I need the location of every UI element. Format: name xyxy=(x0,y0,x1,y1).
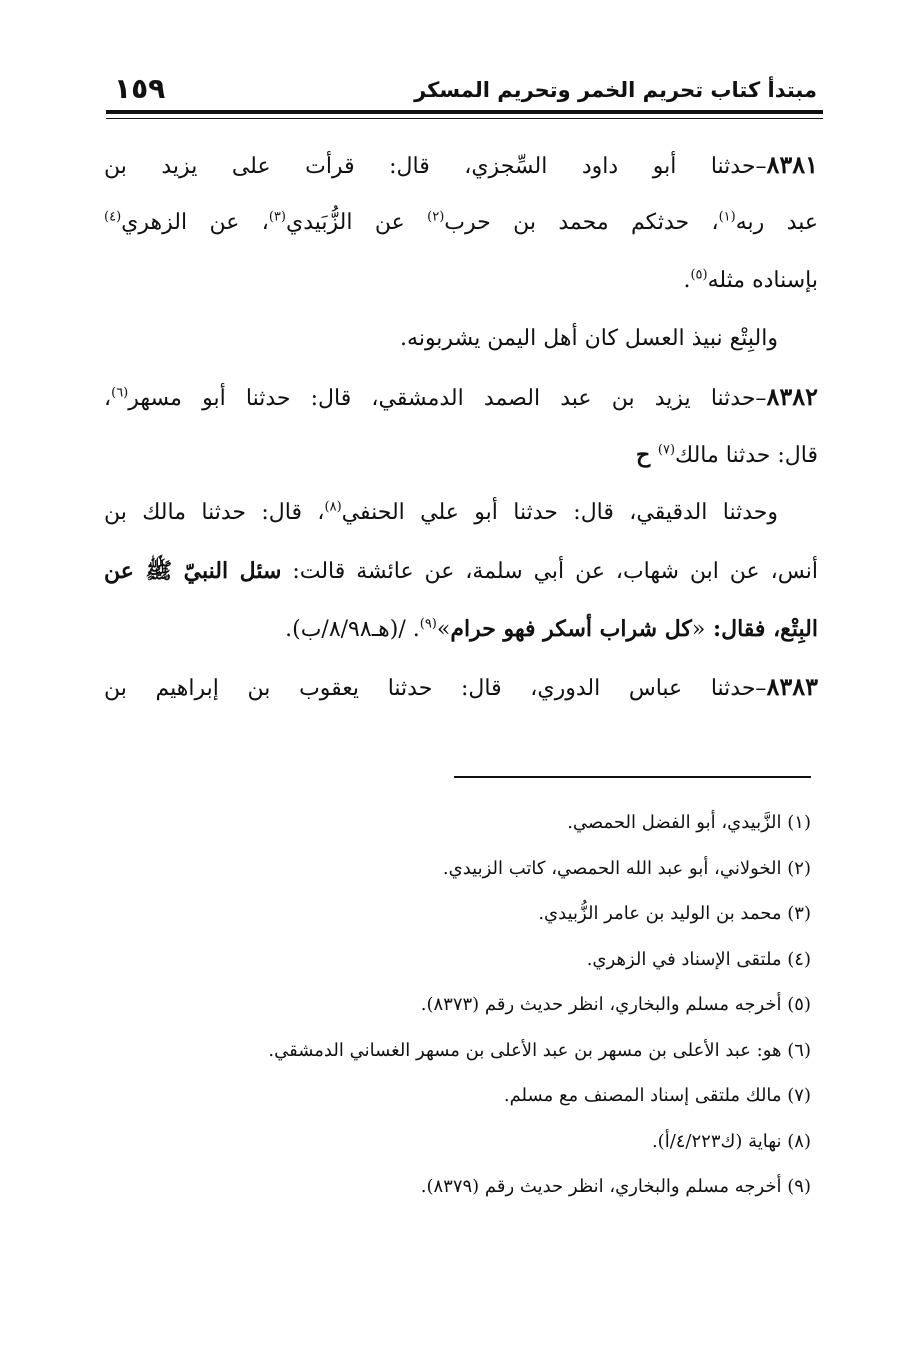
running-title: مبتدأ كتاب تحريم الخمر وتحريم المسكر xyxy=(414,78,817,102)
page-header xyxy=(106,70,823,110)
text-run: كل شراب أسكر فهو حرام xyxy=(450,616,692,642)
footnote: (٦) هو: عبد الأعلى بن مسهر بن عبد الأعلى بن مسهر الغساني الدمشقي. xyxy=(268,1039,811,1061)
text-run: . xyxy=(683,268,691,293)
text-run: « xyxy=(691,617,706,642)
footnote-ref: (٥) xyxy=(690,267,708,283)
text-run: قال: حدثنا مالك xyxy=(675,443,818,468)
footnote-ref: (٩) xyxy=(419,616,437,632)
page-number: ١٥٩ xyxy=(114,72,166,105)
text-run: ، عن الزهري xyxy=(121,210,269,235)
footnote-separator xyxy=(454,776,811,778)
body-text xyxy=(104,136,818,716)
text-run: بإسناده مثله xyxy=(707,268,818,293)
body-line xyxy=(104,600,818,658)
text-run: أنس، عن ابن شهاب، عن أبي سلمة، عن عائشة قالت: xyxy=(281,559,818,584)
hadith-number: ٨٣٨٢ xyxy=(766,382,818,411)
body-line xyxy=(104,136,818,194)
footnote: (٥) أخرجه مسلم والبخاري، انظر حديث رقم (٨٣٧٣). xyxy=(420,994,811,1015)
text-run: عبد ربه xyxy=(735,210,818,235)
body-line xyxy=(104,252,818,310)
footnote: (١) الزَّبيدي، أبو الفضل الحمصي. xyxy=(567,812,811,833)
text-run: ، حدثكم محمد بن حرب xyxy=(444,210,719,235)
text-run: عن الزُّبَيدي xyxy=(285,210,428,235)
footnote-ref: (١) xyxy=(718,209,736,225)
text-run: البِتْع، فقال: xyxy=(705,616,818,642)
body-line xyxy=(104,542,818,600)
body-line xyxy=(104,310,818,368)
footnote: (٩) أخرجه مسلم والبخاري، انظر حديث رقم (٨٣٧٩). xyxy=(420,1176,811,1197)
text-run: وحدثنا الدقيقي، قال: حدثنا أبو علي الحنفي xyxy=(341,500,778,525)
footnote-ref: (٨) xyxy=(324,499,342,515)
text-run: » xyxy=(436,617,451,642)
body-line xyxy=(104,194,818,252)
footnote: (٢) الخولاني، أبو عبد الله الحمصي، كاتب الزبيدي. xyxy=(442,857,811,879)
text-run: –حدثنا عباس الدوري، قال: حدثنا يعقوب بن إبراهيم بن xyxy=(104,676,767,701)
footnote-ref: (٢) xyxy=(427,209,445,225)
text-run: ، xyxy=(104,386,112,411)
header-rule-thick xyxy=(106,110,823,114)
body-line xyxy=(104,426,818,484)
text-run: ح xyxy=(636,442,658,468)
footnote-ref: (٤) xyxy=(104,209,122,225)
hadith-number: ٨٣٨١ xyxy=(766,150,818,179)
text-run: –حدثنا أبو داود السِّجزي، قال: قرأت على يزيد بن xyxy=(104,154,767,179)
text-run: والبِتْع نبيذ العسل كان أهل اليمن يشربونه. xyxy=(400,326,778,351)
footnote-ref: (٣) xyxy=(268,209,286,225)
body-line xyxy=(104,658,818,716)
body-line xyxy=(104,484,818,542)
footnote: (٣) محمد بن الوليد بن عامر الزُّبيدي. xyxy=(538,903,811,924)
body-line xyxy=(104,368,818,426)
text-run: ، قال: حدثنا مالك بن xyxy=(104,500,325,525)
footnote: (٧) مالك ملتقى إسناد المصنف مع مسلم. xyxy=(503,1085,811,1106)
footnote-ref: (٧) xyxy=(657,442,676,458)
text-run: سئل النبيّ ﷺ عن xyxy=(104,558,282,584)
footnote: (٤) ملتقى الإسناد في الزهري. xyxy=(586,948,811,970)
footnotes xyxy=(91,800,811,1210)
hadith-number: ٨٣٨٣ xyxy=(766,672,818,701)
header-rule-thin xyxy=(106,118,823,119)
text-run: . /(هـ٨/٩٨/ب). xyxy=(285,617,420,642)
footnote-ref: (٦) xyxy=(111,385,129,401)
text-run: –حدثنا يزيد بن عبد الصمد الدمشقي، قال: حدثنا أبو مسهر xyxy=(128,386,767,411)
footnote: (٨) نهاية (ك٤/٢٢٣/أ). xyxy=(651,1130,811,1152)
